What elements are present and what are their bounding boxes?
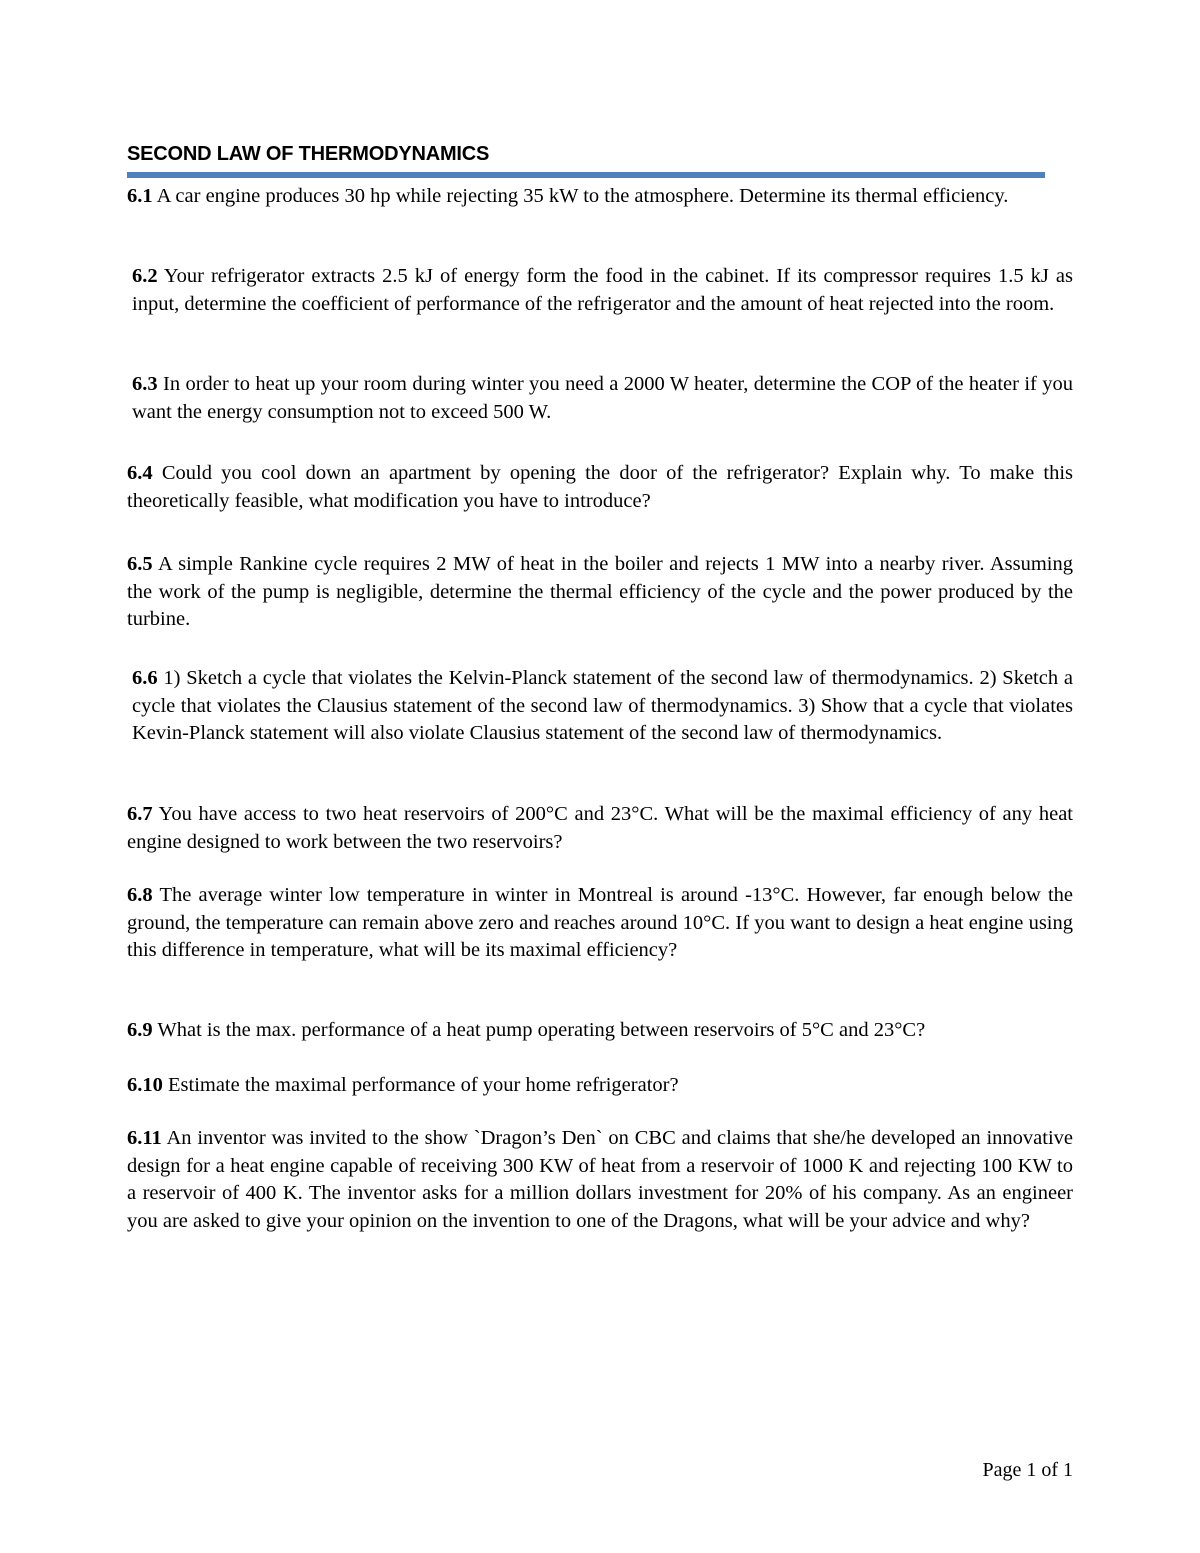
problem-6-8 bbox=[127, 882, 1073, 965]
problem-6-6 bbox=[127, 665, 1073, 748]
problem-6-5 bbox=[127, 551, 1073, 634]
problem-number: 6.5 bbox=[127, 553, 153, 575]
problem-6-2 bbox=[127, 263, 1073, 318]
problem-text: The average winter low temperature in winter in Montreal is around -13°C. However, far enough below the ground, the temperature can remain above zero and reaches around 10°C. If you want to design a heat engine using this difference in temperature, what will be its maximal efficiency? bbox=[127, 884, 1073, 961]
problem-number: 6.7 bbox=[127, 803, 153, 825]
problem-text: 1) Sketch a cycle that violates the Kelvin-Planck statement of the second law of thermodynamics. 2) Sketch a cycle that violates the Clausius statement of the second law of thermodynamics. 3) Show that a cycle that violates Kevin-Planck statement will also violate Clausius statement of the second law of thermodynamics. bbox=[132, 667, 1073, 744]
problem-number: 6.4 bbox=[127, 462, 153, 484]
problem-number: 6.9 bbox=[127, 1019, 153, 1041]
problem-6-10 bbox=[127, 1072, 1073, 1100]
problem-number: 6.6 bbox=[132, 667, 158, 689]
problem-text: You have access to two heat reservoirs of 200°C and 23°C. What will be the maximal efficiency of any heat engine designed to work between the two reservoirs? bbox=[127, 803, 1073, 853]
problem-6-3 bbox=[127, 371, 1073, 426]
problem-6-7 bbox=[127, 801, 1073, 856]
problem-6-11 bbox=[127, 1125, 1073, 1235]
problem-text: A simple Rankine cycle requires 2 MW of heat in the boiler and rejects 1 MW into a nearby river. Assuming the work of the pump is negligible, determine the thermal efficiency of the cycle and the power produced by the turbine. bbox=[127, 553, 1073, 630]
problem-number: 6.8 bbox=[127, 884, 153, 906]
problem-6-1 bbox=[127, 183, 1073, 211]
problem-number: 6.3 bbox=[132, 373, 158, 395]
problem-text: Estimate the maximal performance of your home refrigerator? bbox=[162, 1074, 679, 1096]
problem-number: 6.1 bbox=[127, 185, 153, 207]
problem-number: 6.2 bbox=[132, 265, 158, 287]
problem-number: 6.10 bbox=[127, 1074, 163, 1096]
problem-text: Could you cool down an apartment by opening the door of the refrigerator? Explain why. To make this theoretically feasible, what modification you have to introduce? bbox=[127, 462, 1073, 512]
problem-6-4 bbox=[127, 460, 1073, 515]
page-number-footer: Page 1 of 1 bbox=[982, 1459, 1073, 1481]
page-title: SECOND LAW OF THERMODYNAMICS bbox=[127, 143, 490, 165]
title-underline-rule bbox=[127, 172, 1045, 178]
problem-text: In order to heat up your room during winter you need a 2000 W heater, determine the COP of the heater if you want the energy consumption not to exceed 500 W. bbox=[132, 373, 1073, 423]
problem-6-9 bbox=[127, 1017, 1073, 1045]
problem-text: An inventor was invited to the show `Dragon’s Den` on CBC and claims that she/he developed an innovative design for a heat engine capable of receiving 300 KW of heat from a reservoir of 1000 K and rejecting 100 KW to a reservoir of 400 K. The inventor asks for a million dollars investment for 20% of his company. As an engineer you are asked to give your opinion on the invention to one of the Dragons, what will be your advice and why? bbox=[127, 1127, 1073, 1232]
problem-number: 6.11 bbox=[127, 1127, 162, 1149]
problem-text: A car engine produces 30 hp while rejecting 35 kW to the atmosphere. Determine its thermal efficiency. bbox=[152, 185, 1009, 207]
problem-text: Your refrigerator extracts 2.5 kJ of energy form the food in the cabinet. If its compressor requires 1.5 kJ as input, determine the coefficient of performance of the refrigerator and the amount of heat rejected into the room. bbox=[132, 265, 1073, 315]
problem-text: What is the max. performance of a heat pump operating between reservoirs of 5°C and 23°C? bbox=[152, 1019, 926, 1041]
